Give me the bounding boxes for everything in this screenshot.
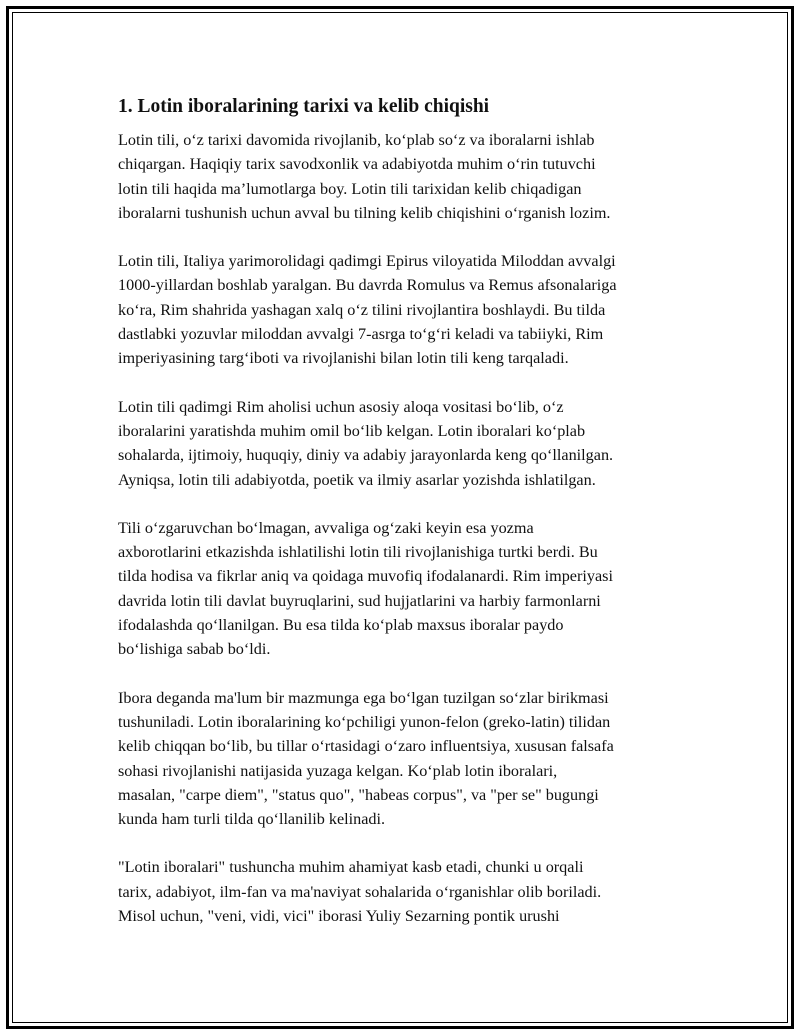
text-line: chiqargan. Haqiqiy tarix savodxonlik va adabiyotda muhim o‘rin tutuvchi (118, 155, 596, 174)
text-line: sohasi rivojlanishi natijasida yuzaga kelgan. Ko‘plab lotin iboralari, (118, 761, 558, 780)
text-line: "Lotin iboralari" tushuncha muhim ahamiyat kasb etadi, chunki u orqali (118, 858, 584, 877)
text-line: Lotin tili qadimgi Rim aholisi uchun asosiy aloqa vositasi bo‘lib, o‘z (118, 397, 564, 416)
text-line: tarix, adabiyot, ilm-fan va ma'naviyat sohalarida o‘rganishlar olib boriladi. (118, 882, 602, 901)
paragraph-6 (118, 855, 698, 928)
text-line: tushuniladi. Lotin iboralarining ko‘pchiligi yunon-felon (greko-latin) tilidan (118, 712, 611, 731)
text-line: 1000-yillardan boshlab yaralgan. Bu davrda Romulus va Remus afsonalariga (118, 276, 617, 295)
text-line: dastlabki yozuvlar miloddan avvalgi 7-asrga to‘g‘ri keladi va tabiiyki, Rim (118, 325, 604, 344)
paragraph-4 (118, 516, 698, 662)
text-line: iboralarini yaratishda muhim omil bo‘lib kelgan. Lotin iboralari ko‘plab (118, 421, 586, 440)
text-line: Lotin tili, o‘z tarixi davomida rivojlanib, ko‘plab so‘z va iboralarni ishlab (118, 131, 595, 149)
text-line: bo‘lishiga sabab bo‘ldi. (118, 640, 271, 659)
text-line: ko‘ra, Rim shahrida yashagan xalq o‘z tilini rivojlantira boshlaydi. Bu tilda (118, 300, 606, 319)
text-line: tilda hodisa va fikrlar aniq va qoidaga muvofiq ifodalanardi. Rim imperiyasi (118, 567, 613, 586)
text-line: Ayniqsa, lotin tili adabiyotda, poetik va ilmiy asarlar yozishda ishlatilgan. (118, 470, 596, 489)
document-body (118, 94, 698, 952)
text-line: imperiyasining targ‘iboti va rivojlanishi bilan lotin tili keng tarqaladi. (118, 349, 569, 368)
text-line: sohalarda, ijtimoiy, huquqiy, diniy va adabiy jarayonlarda keng qo‘llanilgan. (118, 446, 614, 465)
text-line: Misol uchun, "veni, vidi, vici" iborasi Yuliy Sezarning pontik urushi (118, 907, 560, 926)
paragraph-2 (118, 249, 698, 370)
text-line: kelib chiqqan bo‘lib, bu tillar o‘rtasidagi o‘zaro influentsiya, xususan falsafa (118, 737, 614, 756)
paragraph-1 (118, 128, 698, 225)
text-line: iboralarni tushunish uchun avval bu tilning kelib chiqishini o‘rganish lozim. (118, 203, 611, 222)
text-line: Lotin tili, Italiya yarimorolidagi qadimgi Epirus viloyatida Miloddan avvalgi (118, 252, 616, 271)
text-line: Ibora deganda ma'lum bir mazmunga ega bo‘lgan tuzilgan so‘zlar birikmasi (118, 688, 609, 707)
paragraph-3 (118, 395, 698, 492)
text-line: kunda ham turli tilda qo‘llanilib kelinadi. (118, 810, 386, 829)
text-line: masalan, "carpe diem", "status quo", "habeas corpus", va "per se" bugungi (118, 785, 599, 804)
paragraph-5 (118, 686, 698, 832)
text-line: davrida lotin tili davlat buyruqlarini, sud hujjatlarini va harbiy farmonlarni (118, 591, 601, 610)
text-line: axborotlarini etkazishda ishlatilishi lotin tili rivojlanishiga turtki berdi. Bu (118, 543, 598, 562)
text-line: lotin tili haqida ma’lumotlarga boy. Lotin tili tarixidan kelib chiqadigan (118, 179, 582, 198)
section-heading: 1. Lotin iboralarining tarixi va kelib chiqishi (118, 96, 490, 117)
text-line: Tili o‘zgaruvchan bo‘lmagan, avvaliga og‘zaki keyin esa yozma (118, 518, 534, 537)
text-line: ifodalashda qo‘llanilgan. Bu esa tilda ko‘plab maxsus iboralar paydo (118, 616, 564, 635)
